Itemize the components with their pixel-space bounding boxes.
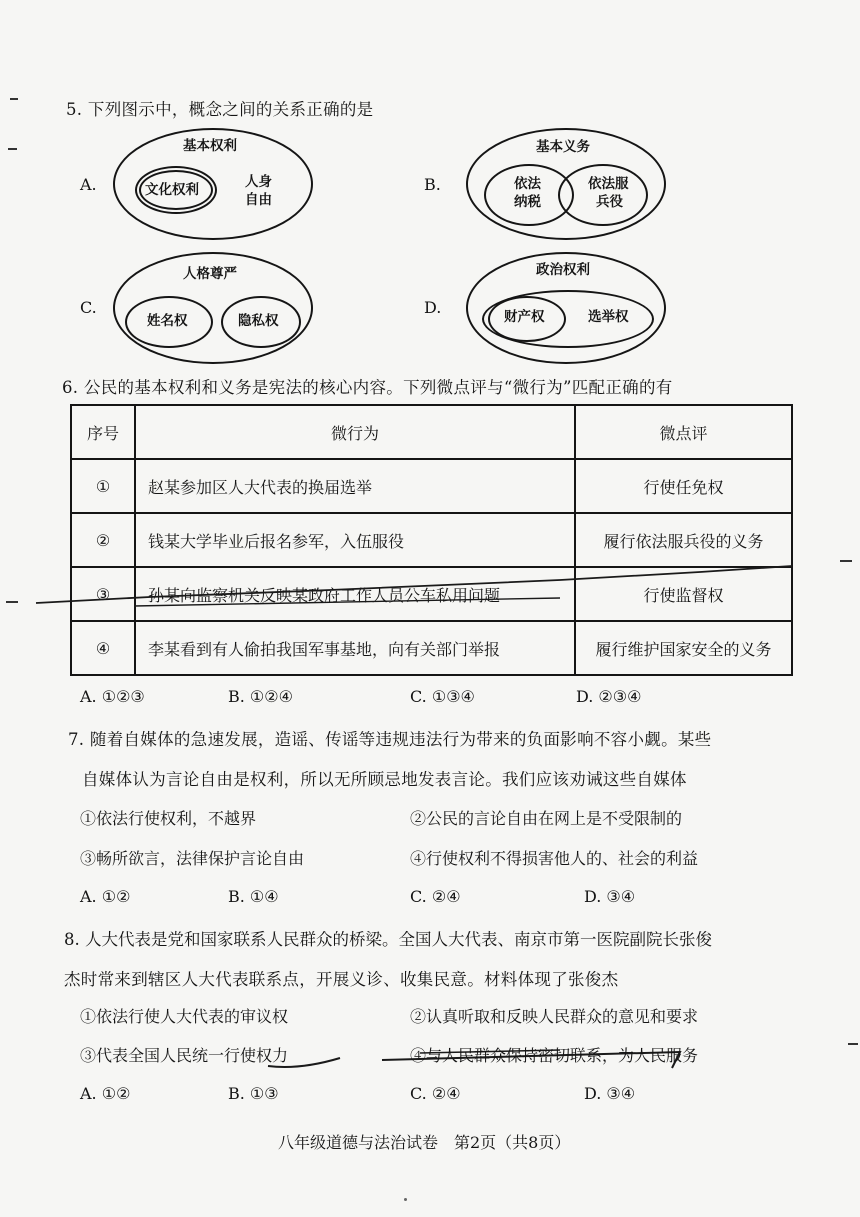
- q7-choice-d: D. ③④: [584, 887, 636, 906]
- right-label-line2: 自由: [245, 192, 272, 208]
- q8-item-2: ②认真听取和反映人民群众的意见和要求: [410, 1007, 699, 1026]
- q8-item-4: ④与人民群众保持密切联系，为人民服务: [410, 1046, 699, 1065]
- q8-choice-a: A. ①②: [80, 1084, 131, 1103]
- page-footer: 八年级道德与法治试卷 第2页（共8页）: [278, 1133, 571, 1152]
- header-number: 序号: [71, 405, 135, 459]
- row-number: ②: [71, 513, 135, 567]
- q8-choice-d: D. ③④: [584, 1084, 636, 1103]
- right-label-line2: 兵役: [596, 194, 623, 210]
- row-action: 李某看到有人偷拍我国军事基地，向有关部门举报: [135, 621, 575, 675]
- q7-stem-line2: 自媒体认为言论自由是权利，所以无所顾忌地发表言论。我们应该劝诫这些自媒体: [82, 770, 687, 789]
- q8-stem-line2: 杰时常来到辖区人大代表联系点，开展义诊、收集民意。材料体现了张俊杰: [64, 970, 619, 989]
- row-comment: 履行维护国家安全的义务: [575, 621, 792, 675]
- q7-item-4: ④行使权利不得损害他人的、社会的利益: [410, 849, 699, 868]
- outer-label: 基本义务: [536, 139, 590, 155]
- table-header-row: [71, 405, 792, 459]
- row-number: ④: [71, 621, 135, 675]
- left-label-line2: 纳税: [514, 194, 541, 210]
- table-row: [71, 621, 792, 675]
- q7-choice-a: A. ①②: [80, 887, 131, 906]
- right-label: 隐私权: [238, 313, 279, 329]
- q5-diagram-c: [113, 252, 313, 364]
- inner-label: 文化权利: [145, 182, 199, 198]
- row-action: 孙某向监察机关反映某政府工作人员公车私用问题: [135, 567, 575, 621]
- scan-dot: [404, 1198, 407, 1201]
- row-action: 赵某参加区人大代表的换届选举: [135, 459, 575, 513]
- margin-mark: [8, 148, 17, 150]
- header-comment: 微点评: [575, 405, 792, 459]
- row-number: ①: [71, 459, 135, 513]
- q8-stem-line1: 8. 人大代表是党和国家联系人民群众的桥梁。全国人大代表、南京市第一医院副院长张俊: [64, 930, 712, 949]
- q7-item-3: ③畅所欲言，法律保护言论自由: [80, 849, 305, 868]
- row-action: 钱某大学毕业后报名参军，入伍服役: [135, 513, 575, 567]
- row-comment: 履行依法服兵役的义务: [575, 513, 792, 567]
- row-comment: 行使监督权: [575, 567, 792, 621]
- outer-label: 人格尊严: [183, 266, 237, 282]
- header-action: 微行为: [135, 405, 575, 459]
- right-label: 选举权: [588, 309, 629, 325]
- q5-option-c-letter: C.: [80, 298, 97, 317]
- table-row: [71, 513, 792, 567]
- margin-mark: [840, 560, 852, 562]
- q8-item-1: ①依法行使人大代表的审议权: [80, 1007, 289, 1026]
- row-comment: 行使任免权: [575, 459, 792, 513]
- q8-item-3: ③代表全国人民统一行使权力: [80, 1046, 289, 1065]
- q7-stem-line1: 7. 随着自媒体的急速发展，造谣、传谣等违规违法行为带来的负面影响不容小觑。某些: [68, 730, 712, 749]
- left-label-line1: 依法: [514, 176, 541, 192]
- q5-diagram-a: [113, 128, 313, 240]
- table-row: [71, 459, 792, 513]
- right-label-line1: 依法服: [588, 176, 629, 192]
- q6-choice-b: B. ①②④: [228, 687, 293, 706]
- q7-item-2: ②公民的言论自由在网上是不受限制的: [410, 809, 683, 828]
- q8-choice-c: C. ②④: [410, 1084, 461, 1103]
- inner-label: 财产权: [504, 309, 545, 325]
- q7-item-1: ①依法行使权利，不越界: [80, 809, 257, 828]
- q6-choice-a: A. ①②③: [80, 687, 145, 706]
- q5-option-a-letter: A.: [80, 175, 97, 194]
- q5-stem: 5. 下列图示中，概念之间的关系正确的是: [66, 100, 374, 119]
- q5-diagram-b: [466, 128, 666, 240]
- q5-diagram-d: [466, 252, 666, 364]
- table-row: [71, 567, 792, 621]
- outer-label: 基本权利: [183, 138, 237, 154]
- q5-option-d-letter: D.: [424, 298, 442, 317]
- outer-label: 政治权利: [536, 262, 590, 278]
- q6-choice-d: D. ②③④: [576, 687, 642, 706]
- q5-option-b-letter: B.: [424, 175, 441, 194]
- q8-choice-b: B. ①③: [228, 1084, 279, 1103]
- right-label-line1: 人身: [245, 174, 272, 190]
- row-number: ③: [71, 567, 135, 621]
- q6-table: [70, 404, 793, 676]
- q7-choice-c: C. ②④: [410, 887, 461, 906]
- margin-mark: [6, 601, 18, 603]
- margin-mark: [10, 98, 18, 100]
- q7-choice-b: B. ①④: [228, 887, 279, 906]
- margin-mark: [848, 1043, 858, 1045]
- q6-stem: 6. 公民的基本权利和义务是宪法的核心内容。下列微点评与“微行为”匹配正确的有: [62, 378, 673, 397]
- q6-choice-c: C. ①③④: [410, 687, 475, 706]
- left-label: 姓名权: [147, 313, 188, 329]
